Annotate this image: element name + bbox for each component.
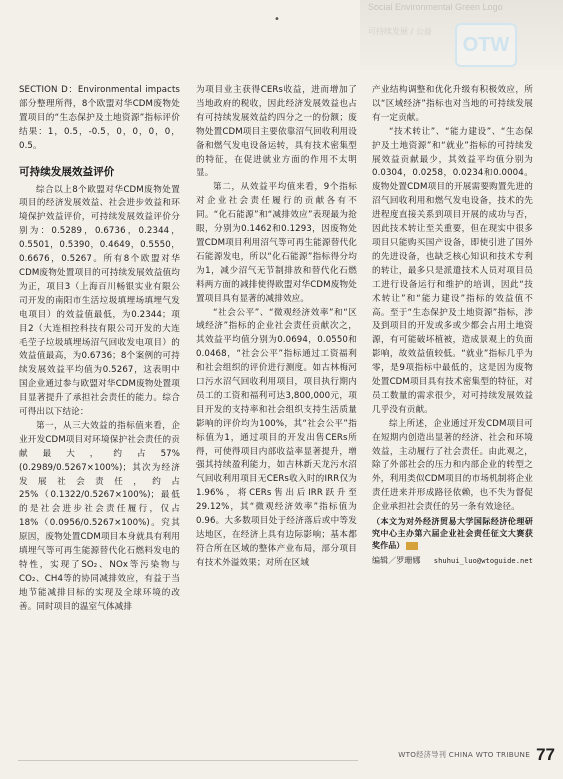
otw-logo-badge: OTW bbox=[455, 23, 517, 67]
paragraph-second-point: 第二，从效益平均值来看，9个指标对企业社会责任履行的贡献各有不同。“化石能源”和“减排效应”表现最为抢眼，分别为0.1462和0.1293，因废物处置CDM项目利用沼气等可再生能源替代化石能源发电，所以“化石能源”指标得分均为1，减少沼气无节制排放和替代化石燃料两方面的减排使得欧盟对华CDM废物处置项目具有显著的减排效应。 bbox=[196, 182, 357, 304]
header-ghost-subtext: 可持续发展 / 公益 bbox=[368, 27, 432, 36]
end-mark-icon bbox=[406, 542, 418, 550]
top-bullet: • bbox=[274, 14, 280, 25]
paragraph-summary: 综合以上8个欧盟对华CDM废物处置项目的经济发展效益、社会进步效益和环境保护效益评价，可持续发展效益评价分别为：0.5289，0.6736，0.2344，0.5501，0.5390，0.4649，0.5550，0.6676，0.5267。所有8个欧盟对华CDM废物处置项目的可持续发展效益值均为正，项目3（上海百川畅银实业有限公司开发的南阳市生活垃圾填埋场填埋气发电项目）的效益值最低，为0.2344；项目2（大连相控科技有限公司开发的大连毛茔子垃圾填埋场沼气回收发电项目）的效益值最高，为0.6736；8个案例的可持续发展效益平均值为0.5267，这表明中国企业通过参与欧盟对华CDM废物处置项目显著提升了承担社会责任的能力。综合可得出以下结论： bbox=[19, 184, 180, 418]
section-heading: 可持续发展效益评价 bbox=[19, 165, 115, 178]
paragraph-regional-economy: 产业结构调整和优化升级有积极效应，所以“区域经济”指标也对当地的可持续发展有一定贡献。 bbox=[372, 85, 533, 123]
footer-divider bbox=[18, 760, 358, 761]
footer-publication: WTO经济导刊 CHINA WTO TRIBUNE bbox=[398, 750, 531, 759]
text-column-3 bbox=[372, 84, 533, 567]
paragraph-first-point: 第一，从三大效益的指标值来看，企业开发CDM项目对环境保护社会责任的贡献最大，约占57%(0.2989/0.5267×100%)；其次为经济发展社会责任，约占25%（0.1322/0.5267×100%)；最低的是社会进步社会责任履行，仅占18%（0.0956/0.5267×100%)。究其原因，废物处置CDM项目本身就具有利用填埋气等可再生能源替代化石燃料发电的特性，实现了SO₂、NOx等污染物与CO₂、CH4等的协同减排效应，有益于当地节能减排目标的实现及全球环境的改善。同时项目的温室气体减排 bbox=[19, 420, 180, 612]
editor-credit bbox=[372, 555, 533, 567]
header-ghost-text: Social Environmental Green Logo bbox=[368, 2, 503, 12]
page-footer bbox=[370, 745, 555, 765]
award-note bbox=[372, 515, 533, 551]
paragraph-conclusion: 综上所述，企业通过开发CDM项目可在短期内创造出显著的经济、社会和环境效益，主动履行了社会责任。由此观之，除了外部社会的压力和内部企业的转型之外，利用类似CDM项目的市场机制将企业责任进来并形成路径依赖，也不失为督促企业承担社会责任的另一条有效途径。 bbox=[372, 418, 533, 513]
paragraph-section-d: SECTION D：Environmental impacts 部分整理所得，8个欧盟对华CDM废物处置项目的“生态保护及土地资源”指标评价结果：1，0.5，-0.5，0，0，0，0，0.5。 bbox=[19, 85, 180, 151]
editor-name: 编辑／罗珊娜 bbox=[372, 556, 421, 566]
paragraph-cers-continuation: 为项目业主获得CERs收益，进而增加了当地政府的税收，因此经济发展效益也占有可持续发展效益约四分之一的份额；废物处置CDM项目主要依靠沼气回收利用设备和燃气发电设备运转，具有技术密集型的特征，在促进就业方面的作用不太明显。 bbox=[196, 85, 357, 179]
paragraph-technology-transfer: “技术转让”、“能力建设”、“生态保护及土地资源”和“就业”指标的可持续发展效益贡献最少，其效益平均值分别为0.0304，0.0258，0.0234和0.0004。废物处置CDM项目的开展需要购置先进的沼气回收利用和燃气发电设备，技术的先进程度直接关系到项目开展的成功与否，因此技术转让至关重要，但在现实中很多项目只能购买国产设备，即使引进了国外的先进设备，也缺乏核心知识和技术专利的转让，最多只是派遣技术人员对项目员工进行设备运行和维护的培训，因此“技术转让”和“能力建设”指标的效益值不高。至于“生态保护及土地资源”指标，涉及到项目的开发或多或少都会占用土地资源，有可能破坏植被，造成景观上的负面影响，故效益值较低。“就业”指标几乎为零，是9项指标中最低的，这是因为废物处置CDM项目具有技术密集型的特征，对员工数量的需求很少，对可持续发展效益几乎没有贡献。 bbox=[372, 126, 533, 415]
text-column-1 bbox=[19, 84, 180, 615]
award-note-text: （本文为对外经济贸易大学国际经济伦理研究中心主办第六届企业社会责任征文大赛获奖作品） bbox=[372, 516, 533, 551]
editor-email-link[interactable]: shuhui_luo@wtoguide.net bbox=[433, 557, 533, 566]
text-column-2 bbox=[196, 84, 357, 571]
page-number: 77 bbox=[536, 745, 555, 764]
paragraph-social-fairness: “社会公平”、“微观经济效率”和“区域经济”指标的企业社会责任贡献次之，其效益平均值分别为0.0694，0.0550和0.0468，“社会公平”指标通过工资福利和社会组织的评价进行测度。如古林梅河口污水沼气回收利用项目，项目执行期内员工的工资和福利可达3,800,000元，项目开发的支持率和社会组织支持生活质量影响的评价均为100%，其“社会公平”指标值为1，通过项目的开发出售CERs所得，可使得项目内部收益率显著提升，增强其持续盈利能力，如吉林新天龙污水沼气回收利用项目无CERs收入时的IRR仅为1.96%，将CERs售出后IRR跃升至29.12%，其“微观经济效率”指标值为0.96。大多数项目处于经济落后或中等发达地区，在经济上具有边际影响；基本都符合所在区域的整体产业布局，部分项目有技术外溢效果；对所在区域 bbox=[196, 307, 357, 568]
